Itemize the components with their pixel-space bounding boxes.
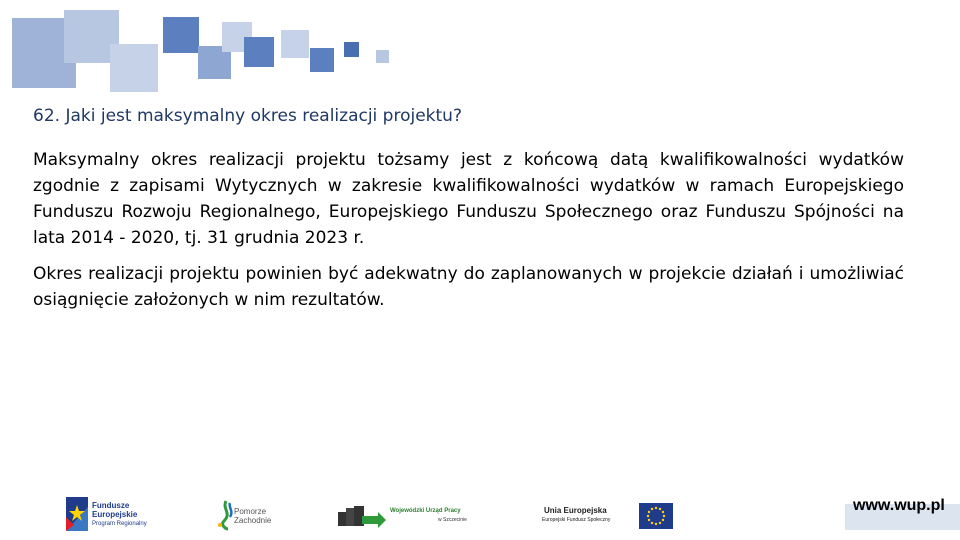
deco-square [376,50,389,63]
pomorze-label-2: Zachodnie [234,516,272,525]
fe-label-1: Fundusze [92,501,130,510]
slide-title: 62. Jaki jest maksymalny okres realizacji projektu? [33,106,462,126]
fe-star-icon [66,497,88,531]
deco-square [163,17,199,53]
pomorze-label-1: Pomorze [234,507,267,516]
body-paragraph: Okres realizacji projektu powinien być adekwatny do zaplanowanych w projekcie działań i umożliwiać osiągnięcie założonych w nim rezultatów. [33,264,904,310]
website-url[interactable]: www.wup.pl [853,497,945,514]
deco-square [344,42,359,57]
fe-label-2: Europejskie [92,510,138,519]
deco-square [310,48,334,72]
deco-square [244,37,274,67]
ue-label-1: Unia Europejska [544,506,607,515]
deco-square [110,44,158,92]
fundusze-europejskie-logo [66,493,166,537]
ue-label-2: Europejski Fundusz Społeczny [542,517,611,523]
wup-label-2: w Szczecinie [438,517,467,523]
fe-label-3: Program Regionalny [92,521,147,527]
deco-square [281,30,309,58]
wup-icon [338,502,386,530]
pomorze-zachodnie-logo [214,493,284,537]
eu-flag-icon [639,503,673,529]
unia-europejska-logo [540,493,675,537]
body-paragraph: Maksymalny okres realizacji projektu tożsamy jest z końcową datą kwalifikowalności wydatków zgodnie z zapisami Wytycznych w zakresie kwalifikowalności wydatków w ramach Europejskiego Funduszu Rozwoju Regionalnego, Europejskiego Funduszu Społecznego oraz Funduszu Spójności na lata 2014 - 2020, tj. 31 grudnia 2023 r. [33,150,904,248]
wup-label-1: Wojewódzki Urząd Pracy [390,508,461,514]
wup-logo [338,493,478,537]
